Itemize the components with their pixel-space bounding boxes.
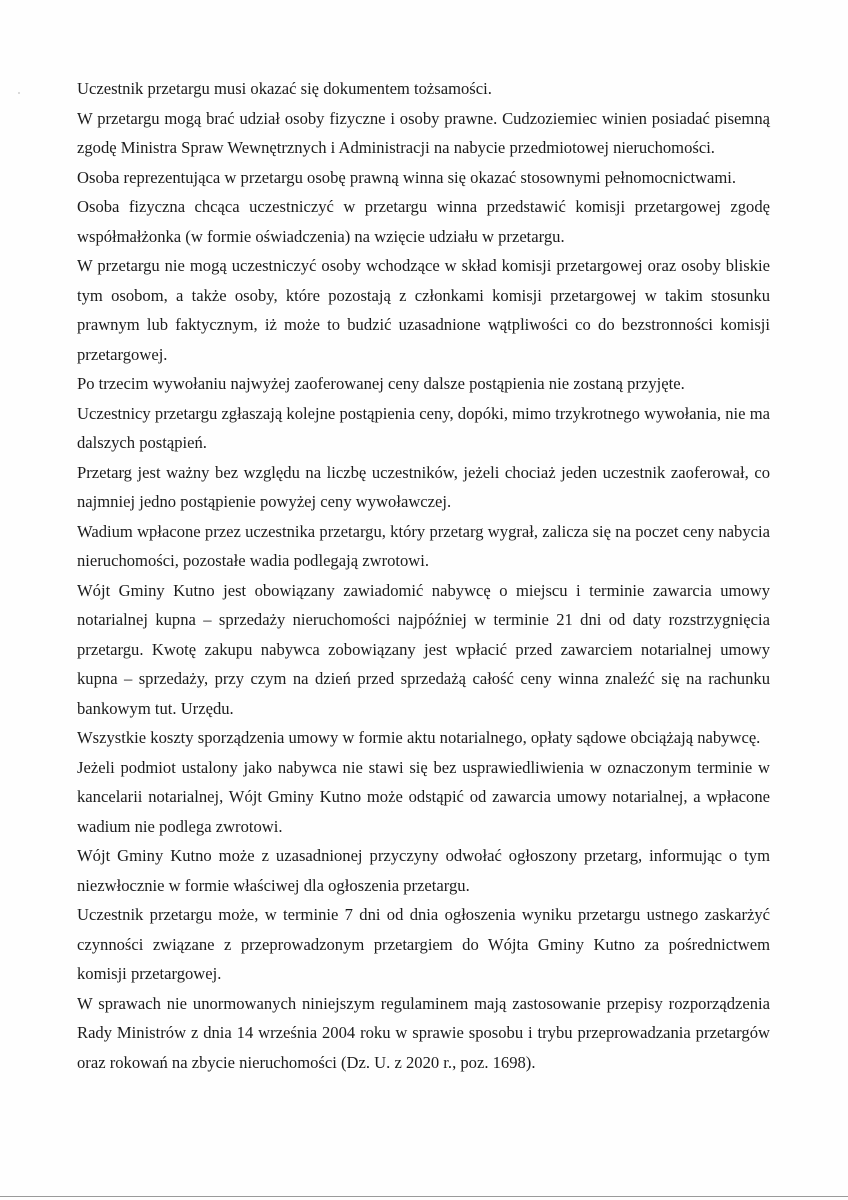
- paragraph-validity: Przetarg jest ważny bez względu na liczbę uczestników, jeżeli chociaż jeden uczestnik zaoferował, co najmniej jedno postąpienie powyżej ceny wywoławczej.: [77, 462, 770, 511]
- paragraph-participants: W przetargu mogą brać udział osoby fizyczne i osoby prawne. Cudzoziemiec winien posiadać pisemną zgodę Ministra Spraw Wewnętrznych i Administracji na nabycie przedmiotowej nieruchomości.: [77, 108, 770, 157]
- paragraph-identity: Uczestnik przetargu musi okazać się dokumentem tożsamości.: [77, 79, 492, 98]
- paragraph-bidding: Uczestnicy przetargu zgłaszają kolejne postąpienia ceny, dopóki, mimo trzykrotnego wywołania, nie ma dalszych postąpień.: [77, 403, 770, 452]
- paragraph-deposit: Wadium wpłacone przez uczestnika przetargu, który przetarg wygrał, zalicza się na poczet ceny nabycia nieruchomości, pozostałe wadia podlegają zwrotowi.: [77, 521, 770, 570]
- document-body: [77, 74, 770, 1077]
- paragraph-appeal: Uczestnik przetargu może, w terminie 7 dni od dnia ogłoszenia wyniku przetargu ustnego zaskarżyć czynności związane z przeprowadzonym przetargiem do Wójta Gminy Kutno za pośrednictwem komisji przetargowej.: [77, 905, 770, 983]
- paragraph-legal-representative: Osoba reprezentująca w przetargu osobę prawną winna się okazać stosownymi pełnomocnictwami.: [77, 167, 737, 187]
- paragraph-costs: Wszystkie koszty sporządzenia umowy w formie aktu notarialnego, opłaty sądowe obciążają nabywcę.: [77, 728, 761, 747]
- paragraph-cancellation: Wójt Gminy Kutno może z uzasadnionej przyczyny odwołać ogłoszony przetarg, informując o tym niezwłocznie w formie właściwej dla ogłoszenia przetargu.: [77, 846, 770, 895]
- paragraph-regulations: W sprawach nie unormowanych niniejszym regulaminem mają zastosowanie przepisy rozporządzenia Rady Ministrów z dnia 14 września 2004 roku w sprawie sposobu i trybu przeprowadzania przetargów oraz rokowań na zbycie nieruchomości (Dz. U. z 2020 r., poz. 1698).: [77, 993, 770, 1072]
- page-bottom-edge: [0, 1196, 848, 1197]
- paragraph-third-call: Po trzecim wywołaniu najwyżej zaoferowanej ceny dalsze postąpienia nie zostaną przyjęte.: [77, 374, 685, 393]
- paragraph-notification: Wójt Gminy Kutno jest obowiązany zawiadomić nabywcę o miejscu i terminie zawarcia umowy notarialnej kupna – sprzedaży nieruchomości najpóźniej w terminie 21 dni od daty rozstrzygnięcia przetargu. Kwotę zakupu nabywca zobowiązany jest wpłacić przed zawarciem notarialnej umowy kupna – sprzedaży, przy czym na dzień przed sprzedażą całość ceny winna znaleźć się na rachunku bankowym tut. Urzędu.: [77, 580, 770, 718]
- paragraph-spouse-consent: Osoba fizyczna chcąca uczestniczyć w przetargu winna przedstawić komisji przetargowej zgodę współmałżonka (w formie oświadczenia) na wzięcie udziału w przetargu.: [77, 197, 770, 246]
- scan-artifact: [18, 92, 20, 94]
- paragraph-no-show: Jeżeli podmiot ustalony jako nabywca nie stawi się bez usprawiedliwienia w oznaczonym terminie w kancelarii notarialnej, Wójt Gminy Kutno może odstąpić od zawarcia umowy notarialnej, a wpłacone wadium nie podlega zwrotowi.: [77, 757, 770, 836]
- paragraph-exclusions: W przetargu nie mogą uczestniczyć osoby wchodzące w skład komisji przetargowej oraz osoby bliskie tym osobom, a także osoby, które pozostają z członkami komisji przetargowej w takim stosunku prawnym lub faktycznym, iż może to budzić uzasadnione wątpliwości co do bezstronności komisji przetargowej.: [77, 256, 770, 364]
